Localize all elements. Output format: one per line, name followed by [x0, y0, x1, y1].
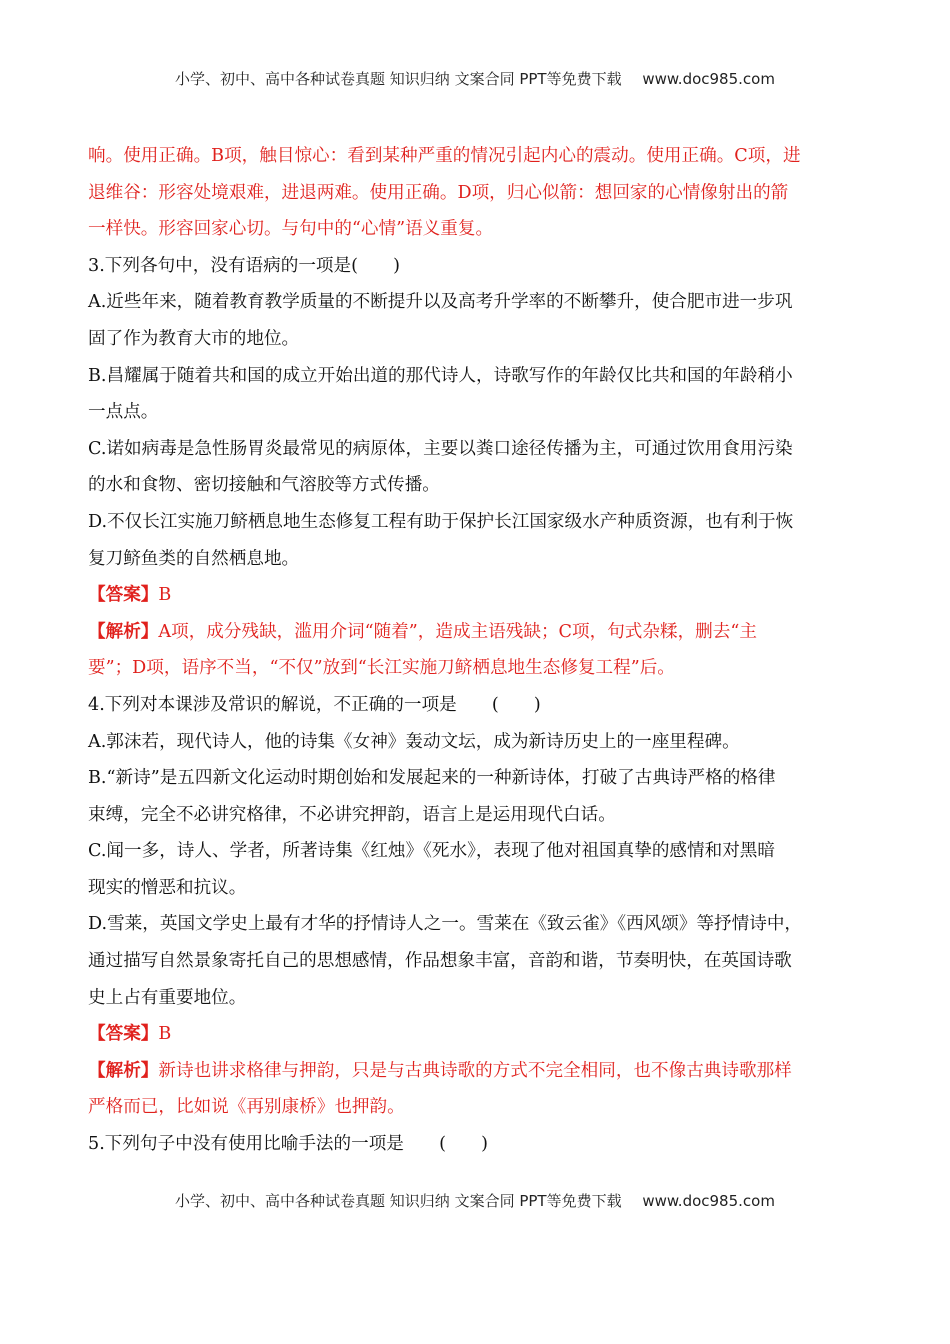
question-5: [88, 1126, 866, 1163]
option-line: D.雪莱，英国文学史上最有才华的抒情诗人之一。雪莱在《致云雀》《西风颂》等抒情诗中，: [88, 914, 803, 935]
question-stem: 5.下列句子中没有使用比喻手法的一项是 ( ): [88, 1134, 488, 1155]
option-line: 束缚，完全不必讲究格律，不必讲究押韵，语言上是运用现代白话。: [88, 804, 616, 825]
page-footer: [0, 1190, 950, 1211]
option-line: 一点点。: [88, 402, 159, 423]
option-line: 固了作为教育大市的地位。: [88, 328, 300, 349]
option-line: D.不仅长江实施刀鲚栖息地生态修复工程有助于保护长江国家级水产种质资源，也有利于恢: [88, 511, 794, 532]
answer-value: B: [158, 585, 172, 606]
document-body: [88, 138, 866, 1163]
option-line: B.“新诗”是五四新文化运动时期创始和发展起来的一种新诗体，打破了古典诗严格的格律: [88, 768, 776, 789]
question-stem: 3.下列各句中，没有语病的一项是( ): [88, 255, 401, 276]
footer-text: 小学、初中、高中各种试卷真题 知识归纳 文案合同 PPT等免费下载: [175, 1192, 622, 1210]
analysis-line: [88, 1053, 866, 1090]
option-line: 通过描写自然景象寄托自己的思想感情，作品想象丰富，音韵和谐，节奏明快，在英国诗歌: [88, 951, 792, 972]
header-url[interactable]: www.doc985.com: [642, 70, 775, 88]
question-3: [88, 248, 866, 687]
option-line: B.昌耀属于随着共和国的成立开始出道的那代诗人，诗歌写作的年龄仅比共和国的年龄稍小: [88, 365, 793, 386]
answer-label: 【答案】: [88, 584, 159, 606]
analysis-line: 要”；D项，语序不当，“不仅”放到“长江实施刀鲚栖息地生态修复工程”后。: [88, 658, 675, 679]
answer-label: 【答案】: [88, 1023, 159, 1045]
prev-analysis: [88, 138, 866, 248]
analysis-label: 【解析】: [88, 1059, 159, 1081]
analysis-line: 一样快。形容回家心切。与句中的“心情”语义重复。: [88, 219, 494, 240]
header-text: 小学、初中、高中各种试卷真题 知识归纳 文案合同 PPT等免费下载: [175, 70, 622, 88]
option-line: 复刀鲚鱼类的自然栖息地。: [88, 548, 300, 569]
footer-url[interactable]: www.doc985.com: [642, 1192, 775, 1210]
option-line: C.闻一多，诗人、学者，所著诗集《红烛》《死水》，表现了他对祖国真挚的感情和对黑暗: [88, 841, 775, 862]
analysis-label: 【解析】: [88, 620, 159, 642]
analysis-line: [88, 614, 866, 651]
option-line: A.近些年来，随着教育教学质量的不断提升以及高考升学率的不断攀升，使合肥市进一步巩: [88, 292, 793, 313]
answer-line: [88, 1016, 866, 1053]
option-line: 现实的憎恶和抗议。: [88, 877, 247, 898]
page-header: [0, 68, 950, 89]
question-4: [88, 687, 866, 1126]
question-stem: 4.下列对本课涉及常识的解说，不正确的一项是 ( ): [88, 694, 541, 715]
option-line: C.诺如病毒是急性肠胃炎最常见的病原体，主要以粪口途径传播为主，可通过饮用食用污染: [88, 438, 793, 459]
answer-line: [88, 577, 866, 614]
option-line: A.郭沫若，现代诗人，他的诗集《女神》轰动文坛，成为新诗历史上的一座里程碑。: [88, 731, 740, 752]
answer-value: B: [158, 1024, 172, 1045]
analysis-text: A项，成分残缺，滥用介词“随着”，造成主语残缺；C项，句式杂糅，删去“主: [158, 621, 757, 642]
analysis-line: 退维谷：形容处境艰难，进退两难。使用正确。D项，归心似箭：想回家的心情像射出的箭: [88, 182, 789, 203]
analysis-line: 严格而已，比如说《再别康桥》也押韵。: [88, 1097, 405, 1118]
analysis-text: 新诗也讲求格律与押韵，只是与古典诗歌的方式不完全相同，也不像古典诗歌那样: [158, 1060, 792, 1081]
analysis-line: 响。使用正确。B项，触目惊心：看到某种严重的情况引起内心的震动。使用正确。C项，进: [88, 146, 801, 166]
option-line: 史上占有重要地位。: [88, 987, 247, 1008]
option-line: 的水和食物、密切接触和气溶胶等方式传播。: [88, 475, 440, 496]
